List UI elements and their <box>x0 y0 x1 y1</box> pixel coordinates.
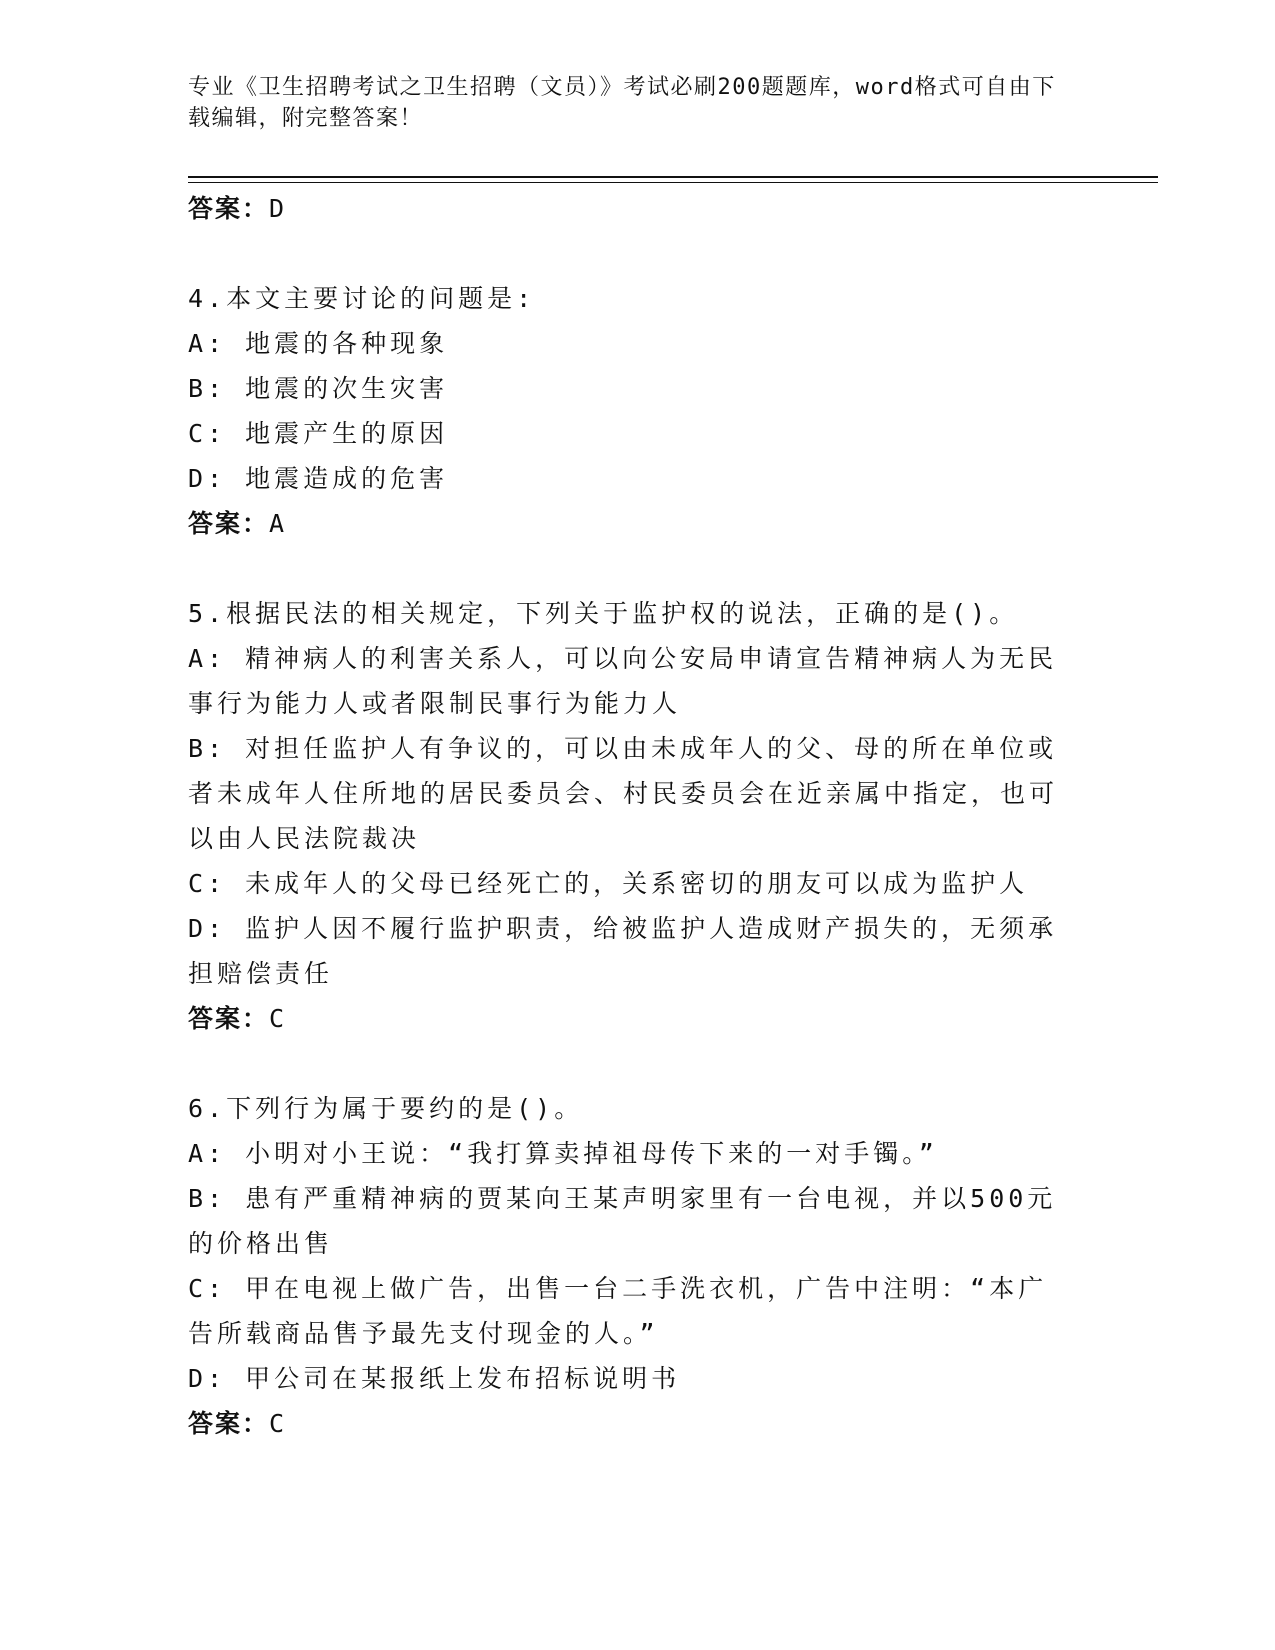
option-c: C: 未成年人的父母已经死亡的，关系密切的朋友可以成为监护人 <box>188 869 1029 898</box>
answer-line <box>188 186 1068 231</box>
spacer <box>188 1041 1068 1086</box>
option-a: A: 精神病人的利害关系人，可以向公安局申请宣告精神病人为无民事行为能力人或者限制民事行为能力人 <box>188 644 1058 718</box>
document-body <box>188 186 1068 1446</box>
answer-value: C <box>269 1004 287 1033</box>
option-b: B: 对担任监护人有争议的，可以由未成年人的父、母的所在单位或者未成年人住所地的居民委员会、村民委员会在近亲属中指定，也可以由人民法院裁决 <box>188 734 1059 853</box>
answer-value: C <box>269 1409 287 1438</box>
answer-label: 答案： <box>188 509 270 538</box>
answer-value: D <box>269 194 287 223</box>
page-header: 专业《卫生招聘考试之卫生招聘（文员）》考试必刷200题题库，word格式可自由下载编辑，附完整答案！ <box>188 75 1056 131</box>
question-block <box>188 1086 1068 1446</box>
question-block <box>188 186 1068 231</box>
question-text: 4.本文主要讨论的问题是: <box>188 284 536 313</box>
question-text: 5.根据民法的相关规定，下列关于监护权的说法，正确的是()。 <box>188 599 1019 628</box>
header-rule <box>188 176 1158 178</box>
option-c: C: 地震产生的原因 <box>188 419 449 448</box>
answer-label: 答案： <box>188 1409 270 1438</box>
option-a: A: 地震的各种现象 <box>188 329 449 358</box>
option-d: D: 地震造成的危害 <box>188 464 449 493</box>
question-block <box>188 591 1068 1041</box>
question-text: 6.下列行为属于要约的是()。 <box>188 1094 584 1123</box>
question-block <box>188 276 1068 546</box>
answer-label: 答案： <box>188 194 270 223</box>
answer-line <box>188 501 1068 546</box>
option-d: D: 监护人因不履行监护职责，给被监护人造成财产损失的，无须承担赔偿责任 <box>188 914 1058 988</box>
header-rule-thin <box>188 182 1158 183</box>
spacer <box>188 546 1068 591</box>
answer-label: 答案： <box>188 1004 270 1033</box>
option-b: B: 患有严重精神病的贾某向王某声明家里有一台电视，并以500元的价格出售 <box>188 1184 1057 1258</box>
option-a: A: 小明对小王说：“我打算卖掉祖母传下来的一对手镯。” <box>188 1139 938 1168</box>
option-c: C: 甲在电视上做广告，出售一台二手洗衣机，广告中注明：“本广告所载商品售予最先支付现金的人。” <box>188 1274 1048 1348</box>
spacer <box>188 231 1068 276</box>
option-d: D: 甲公司在某报纸上发布招标说明书 <box>188 1364 681 1393</box>
answer-line <box>188 1401 1068 1446</box>
option-b: B: 地震的次生灾害 <box>188 374 449 403</box>
answer-line <box>188 996 1068 1041</box>
answer-value: A <box>269 509 287 538</box>
